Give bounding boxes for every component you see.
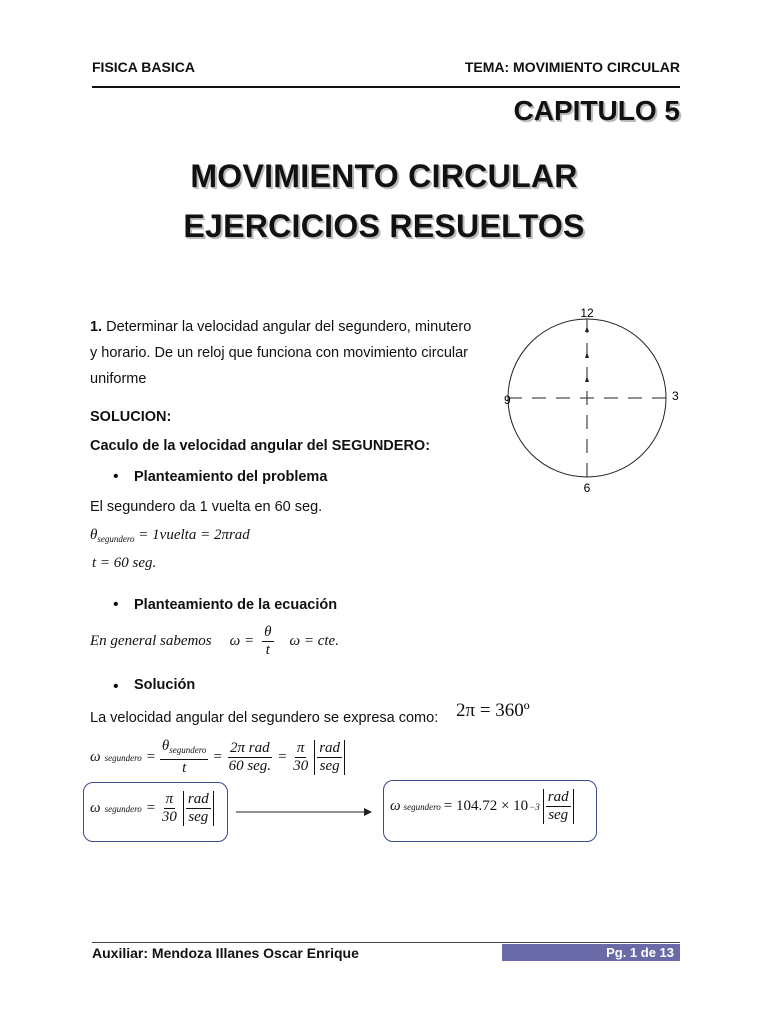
calc-frac3 [291,740,310,775]
calc-theta: θ [161,738,170,754]
page-title-line2: EJERCICIOS RESUELTOS [183,208,585,244]
result-value: = 104.72 × 10 [443,798,529,814]
bullet-equation-setup: Planteamiento de la ecuación [134,597,338,613]
result-rad: rad [547,789,569,805]
clock-label-9: 9 [504,393,511,407]
bullet-dot: • [113,678,119,695]
problem-text-line1: Determinar la velocidad angular del segundero, minutero [106,319,472,335]
clock-hand-tip-minute [585,352,589,358]
box-thirty: 30 [161,809,177,825]
box-seg: seg [188,809,209,825]
calc-unit-seg: seg [319,758,340,774]
header-left: FISICA BASICA [92,59,195,75]
result-box-left: ω segundero = $\frac{\pi}{30}$ $\frac{\text{rad}}{\text{seg}}$ [83,782,228,842]
calc-equation: ω segundero = $\frac{\theta_{segundero}}{t}$ = $\frac{\text{2π rad}}{\text{60 seg.}}$ = $\frac{\pi}{30}$ $\frac{\text{rad}}{\text{seg}}$ [90,738,345,777]
calc-omega-sub: segundero [104,752,142,763]
box-omega: ω [90,800,101,816]
general-text: En general sabemos [90,633,212,649]
calc-frac1 [160,738,209,777]
bullet-dot: • [113,596,119,613]
omega-constant: ω = cte. [289,633,339,649]
general-equation [90,624,339,659]
express-text: La velocidad angular del segundero se expresa como: [90,710,439,726]
clock-label-3: 3 [672,389,679,403]
problem-number: 1. [90,319,103,335]
result-omega: ω [390,798,401,814]
calc-frac2-den: 60 seg. [228,758,272,774]
box-pi: π [165,791,174,807]
solution-heading: SOLUCION: [90,409,172,425]
box-omega-sub: segundero [104,803,142,814]
calc-frac2-num: 2π rad [230,740,270,756]
clock-hand-tip-second [585,326,589,332]
equation-time: t = 60 seg. [92,555,157,571]
problem-statement [90,314,490,392]
theta-symbol: θ [90,527,98,543]
clock-diagram [496,302,686,498]
express-equation: 2π = 360º [456,700,530,721]
omega-fraction [262,624,273,659]
statement-text: El segundero da 1 vuelta en 60 seg. [90,499,323,515]
header-right: TEMA: MOVIMIENTO CIRCULAR [464,59,680,75]
chapter-title: CAPITULO 5 [513,95,680,126]
arrow-right-icon [236,805,376,819]
result-box-right [383,780,597,842]
clock-hand-tip-hour [585,376,589,382]
header-rule [92,86,680,88]
footer-page-number: Pg. 1 de 13 [502,944,680,961]
theta-subscript: segundero [97,534,135,544]
box-rad: rad [187,791,209,807]
calc-frac2 [227,740,274,775]
clock-label-6: 6 [583,481,591,495]
footer-author: Auxiliar: Mendoza Illanes Oscar Enrique [92,945,359,961]
result-seg: seg [548,807,569,823]
problem-text-line3: uniforme [90,371,147,387]
calc-pi: π [296,740,305,756]
bullet-solution: Solución [134,677,196,693]
omega-fraction-den: t [265,642,270,658]
omega-fraction-num: θ [264,624,272,640]
calc-unit-rad: rad [319,740,341,756]
theta-rhs: = 1vuelta = 2πrad [138,527,250,543]
omega-lhs: ω = [229,633,255,649]
calc-t: t [182,760,187,776]
bullet-dot: • [113,468,119,485]
equation-theta [90,527,250,544]
bullet-problem-setup: Planteamiento del problema [134,469,328,485]
result-exponent: −3 [529,801,540,812]
solution-subheading: Caculo de la velocidad angular del SEGUNDERO: [90,438,431,454]
calc-theta-sub: segundero [169,745,207,755]
result-omega-sub: segundero [403,801,441,812]
footer-rule [92,942,680,943]
calc-unit-bracket [314,740,345,775]
problem-text-line2: y horario. De un reloj que funciona con movimiento circular [90,345,468,361]
calc-thirty: 30 [293,758,309,774]
clock-label-12: 12 [580,306,594,320]
page-title-line1: MOVIMIENTO CIRCULAR [190,158,578,194]
calc-omega: ω [90,749,101,765]
